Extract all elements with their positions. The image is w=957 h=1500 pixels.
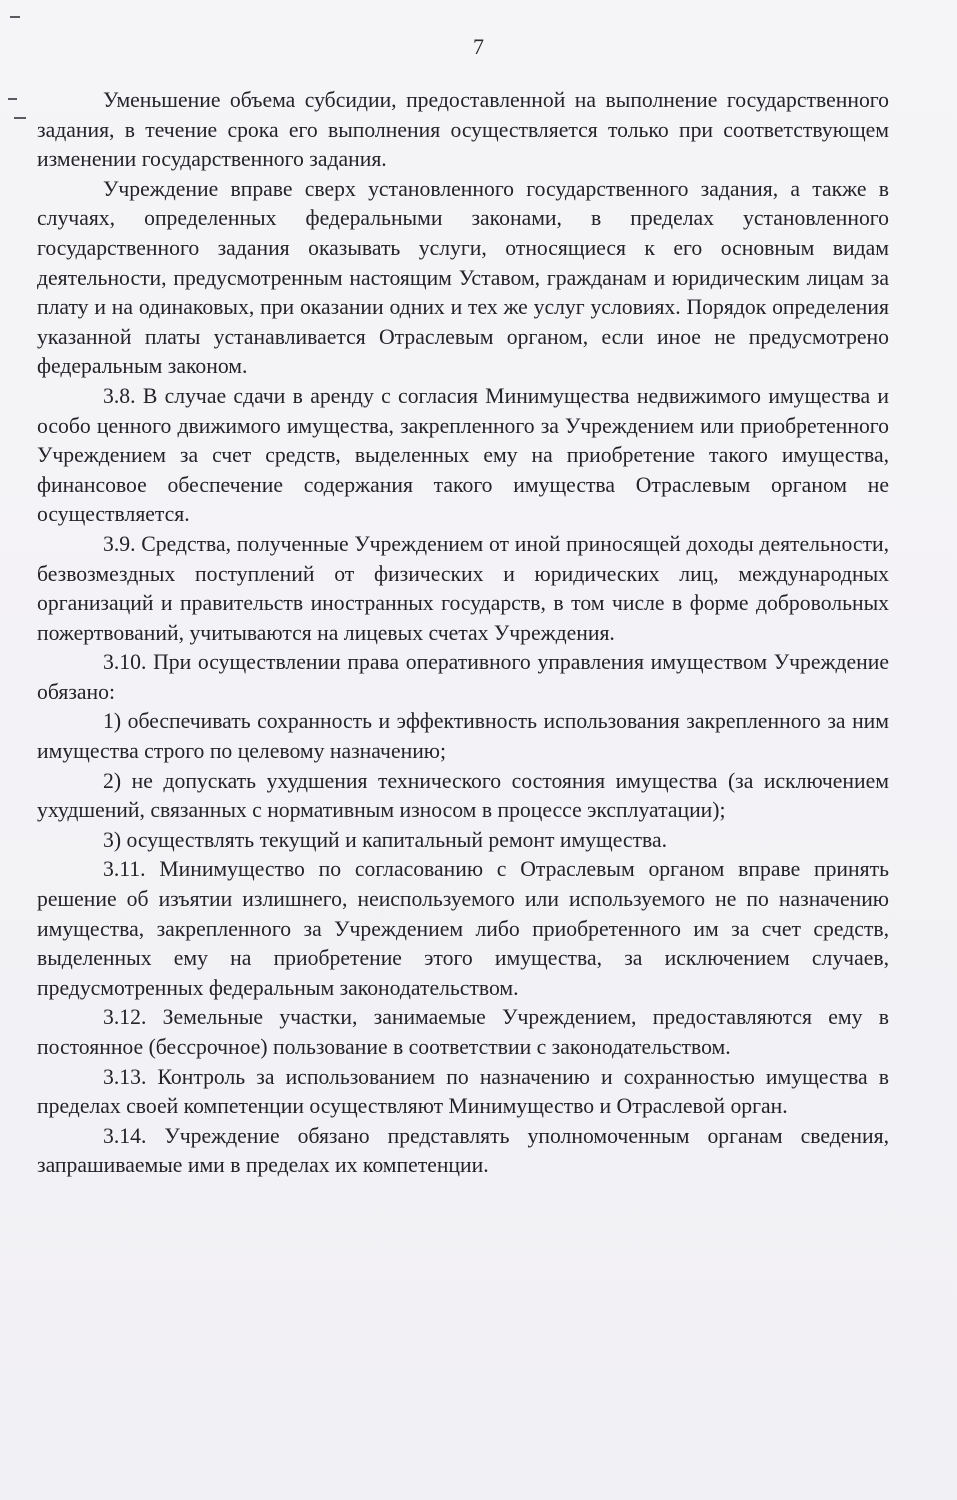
list-item: 2) не допускать ухудшения технического состояния имущества (за исключением ухудшений, связанных с нормативным износом в процессе эксплуатации); bbox=[37, 768, 889, 823]
paragraph: 3.9. Средства, полученные Учреждением от иной приносящей доходы деятельности, безвозмездных поступлений от физических и юридических лиц, международных организаций и правительств иностранных государств, в том числе в форме добровольных пожертвований, учитываются на лицевых счетах Учреждения. bbox=[37, 531, 889, 645]
paragraph: 3.14. Учреждение обязано представлять уполномоченным органам сведения, запрашиваемые ими в пределах их компетенции. bbox=[37, 1123, 889, 1178]
paragraph: Учреждение вправе сверх установленного государственного задания, а также в случаях, определенных федеральными законами, в пределах установленного государственного задания оказывать услуги, относящиеся к его основным видам деятельности, предусмотренным настоящим Уставом, гражданам и юридическим лицам за плату и на одинаковых, при оказании одних и тех же услуг условиях. Порядок определения указанной платы устанавливается Отраслевым органом, если иное не предусмотрено федеральным законом. bbox=[37, 176, 889, 379]
paragraph: 3.12. Земельные участки, занимаемые Учреждением, предоставляются ему в постоянное (бессрочное) пользование в соответствии с законодательством. bbox=[37, 1005, 889, 1059]
paragraph: 3.11. Минимущество по согласованию с Отраслевым органом вправе принять решение об изъятии излишнего, неиспользуемого или используемого не по назначению имущества, закрепленного за Учреждением либо приобретенного им за счет средств, выделенных ему на приобретение этого имущества, за исключением случаев, предусмотренных федеральным законодательством. bbox=[37, 857, 889, 1000]
paragraph: 3.8. В случае сдачи в аренду с согласия Минимущества недвижимого имущества и особо ценного движимого имущества, закрепленного за Учреждением или приобретенного Учреждением за счет средств, выделенных ему на приобретение такого имущества, финансовое обеспечение содержания такого имущества Отраслевым органом не осуществляется. bbox=[37, 383, 889, 527]
paragraph: 3.10. При осуществлении права оперативного управления имуществом Учреждение обязано: bbox=[37, 650, 889, 704]
list-item: 3) осуществлять текущий и капитальный ремонт имущества. bbox=[103, 827, 668, 852]
document-body bbox=[37, 86, 889, 1181]
paragraph: 3.13. Контроль за использованием по назначению и сохранностью имущества в пределах своей компетенции осуществляют Минимущество и Отраслевой орган. bbox=[37, 1064, 889, 1119]
paragraph: Уменьшение объема субсидии, предоставленной на выполнение государственного задания, в течение срока его выполнения осуществляется только при соответствующем изменении государственного задания. bbox=[37, 88, 889, 172]
scan-mark bbox=[14, 117, 26, 119]
list-item: 1) обеспечивать сохранность и эффективность использования закрепленного за ним имущества строго по целевому назначению; bbox=[37, 709, 889, 764]
scan-mark bbox=[10, 16, 20, 18]
scan-mark bbox=[8, 98, 17, 100]
page-number: 7 bbox=[473, 34, 484, 59]
